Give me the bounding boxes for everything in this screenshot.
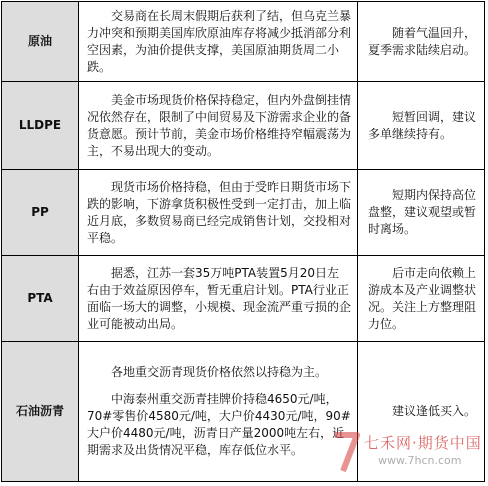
analysis-paragraph: 据悉，江苏一套35万吨PTA装置5月20日左右由于效益原因停车，暂无重启计划。PTA行业正面临一场大的调整，小规模、现金流严重亏损的企业可能被动出局。 [87,265,352,331]
suggestion-cell [358,2,485,82]
watermark-url: www.7hcn.com [378,454,462,467]
commodity-name: 原油 [2,2,79,82]
suggestion-text: 建议逢低买入。 [392,404,477,418]
table-row [2,342,485,482]
table-row [2,170,485,256]
watermark-title: 七禾网·期货中国 [364,434,482,452]
suggestion-cell [358,256,485,342]
commodity-analysis-table [1,1,485,482]
analysis-paragraph: 现货市场价格持稳，但由于受昨日期货市场下跌的影响，下游拿货积极性受到一定打击，加上临近月底，多数贸易商已经完成销售计划，交投相对平稳。 [87,179,352,245]
suggestion-text: 后市走向依赖上游成本及产业调整状况。关注上方整理阻力位。 [368,265,477,331]
commodity-name: LLDPE [2,82,79,170]
table-row [2,2,485,82]
analysis-cell [79,256,358,342]
analysis-paragraph: 中海泰州重交沥青挂牌价持稳4650元/吨，70#零售价4580元/吨，大户价4430元/吨，90#大户价4480元/吨，沥青日产量2000吨左右，近期需求及出货情况平稳，库存低位水平。 [87,392,351,457]
analysis-cell [79,170,358,256]
commodity-name: 石油沥青 [2,342,79,482]
analysis-cell [79,342,358,482]
suggestion-text: 随着气温回升，夏季需求陆续启动。 [368,25,477,57]
suggestion-cell [358,342,485,482]
suggestion-text: 短暂回调，建议多单继续持有。 [368,109,477,141]
commodity-name: PTA [2,256,79,342]
analysis-paragraph: 各地重交沥青现货价格依然以持稳为主。 [111,365,328,379]
suggestion-cell [358,170,485,256]
analysis-cell [79,82,358,170]
analysis-paragraph: 美金市场现货价格保持稳定，但内外盘倒挂情况依然存在，限制了中间贸易及下游需求企业的备货意愿。预计节前，美金市场价格维持窄幅震荡为主，不易出现大的变动。 [87,92,352,158]
analysis-paragraph: 交易商在长周末假期后获利了结，但乌克兰暴力冲突和预期美国库欣原油库存将减少抵消部分利空因素，为油价提供支撑，美国原油期货周二小跌。 [87,8,352,74]
suggestion-cell [358,82,485,170]
suggestion-text: 短期内保持高位盘整，建议观望或暂时离场。 [368,188,477,236]
table-row [2,256,485,342]
commodity-name: PP [2,170,79,256]
table-row [2,82,485,170]
analysis-cell [79,2,358,82]
